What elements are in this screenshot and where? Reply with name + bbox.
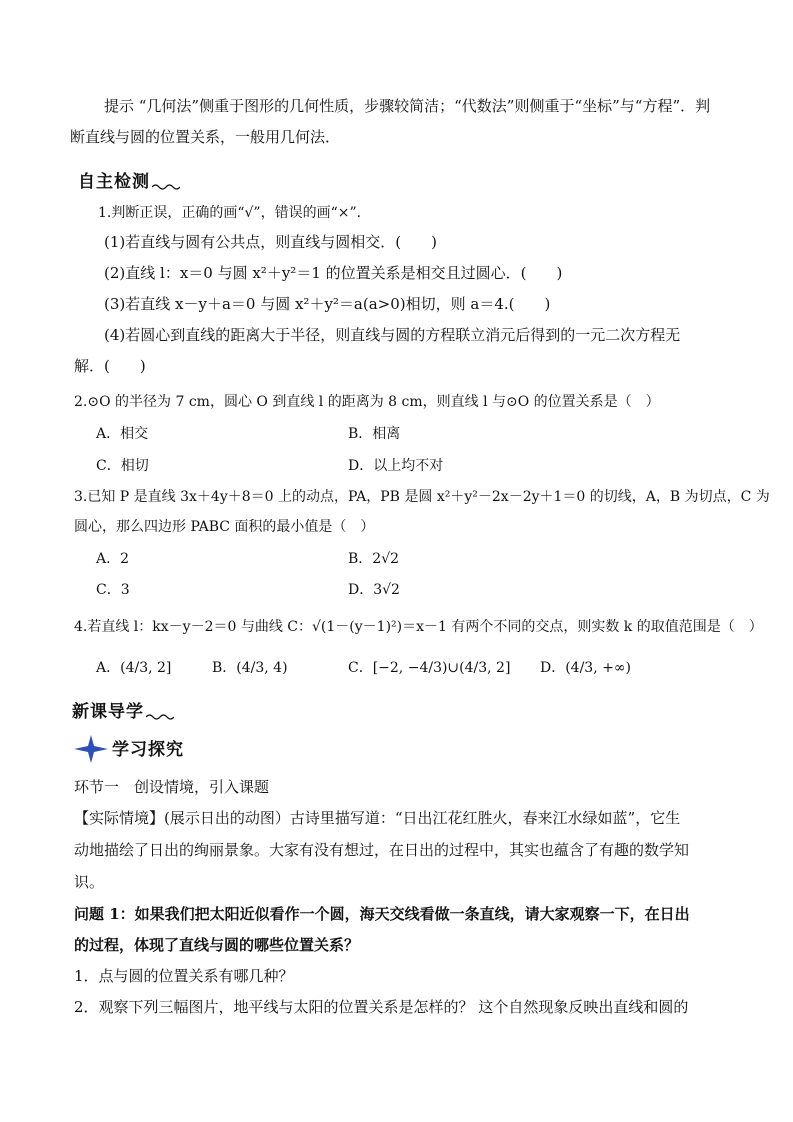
q1-stem: 1.判断正误，正确的画“√”，错误的画“×”．: [98, 205, 371, 221]
q1-statement-3: (3)若直线 x－y＋a＝0 与圆 x²＋y²＝a(a>0)相切，则 a＝4.( ): [104, 295, 551, 313]
q2-option-b: B．相离: [348, 426, 401, 442]
q3-option-b: B．2√2: [348, 551, 400, 567]
q4-option-c: C．[−2, −4/3)∪(4/3, 2]: [348, 660, 511, 676]
four-point-star-icon: [74, 735, 108, 763]
q1-statement-4b: 解．( ): [74, 357, 146, 375]
section-title-new-lesson: [72, 702, 174, 722]
section-title-study: 学习探究: [112, 740, 184, 760]
q3-option-a: A．2: [96, 551, 130, 567]
q4-option-d: D．(4/3, +∞): [540, 660, 631, 676]
q1-statement-1: (1)若直线与圆有公共点，则直线与圆相交．( ): [104, 233, 437, 251]
body-paragraph-2c: 识。: [74, 873, 105, 891]
q2-stem: 2.⊙O 的半径为 7 cm，圆心 O 到直线 l 的距离为 8 cm，则直线 l 与⊙O 的位置关系是（ ）: [74, 394, 660, 410]
body-paragraph-2b: 动地描绘了日出的绚丽景象。大家有没有想过，在日出的过程中，其实也蕴含了有趣的数学知: [74, 841, 690, 859]
question-1-line-a: 问题 1：如果我们把太阳近似看作一个圆，海天交线看做一条直线，请大家观察一下，在日出: [74, 905, 690, 923]
q3-option-c: C．3: [96, 582, 130, 598]
body-paragraph-1: 环节一 创设情境，引入课题: [74, 778, 270, 796]
q3-stem-1: 3.已知 P 是直线 3x＋4y＋8＝0 上的动点，PA，PB 是圆 x²＋y²－2x－2y＋1＝0 的切线，A，B 为切点，C 为: [74, 489, 770, 505]
section-title-text: 自主检测: [78, 172, 150, 192]
q4-stem: 4.若直线 l：kx－y－2＝0 与曲线 C：√(1－(y－1)²)＝x－1 有两个不同的交点，则实数 k 的取值范围是（ ）: [74, 619, 763, 635]
list-item-2: 2．观察下列三幅图片，地平线与太阳的位置关系是怎样的？ 这个自然现象反映出直线和圆的: [74, 998, 689, 1016]
section-title-self-check: [78, 172, 180, 192]
q2-option-d: D．以上均不对: [348, 458, 444, 474]
q1-statement-4a: (4)若圆心到直线的距离大于半径，则直线与圆的方程联立消元后得到的一元二次方程无: [104, 326, 681, 344]
question-1-line-b: 的过程，体现了直线与圆的哪些位置关系？: [74, 936, 360, 954]
hint-line-2: 断直线与圆的位置关系，一般用几何法．: [70, 128, 341, 146]
list-item-1: 1．点与圆的位置关系有哪几种？: [74, 967, 294, 985]
hint-line-1: 提示 “几何法”侧重于图形的几何性质，步骤较简洁；“代数法”则侧重于“坐标”与“方程”．判: [104, 97, 711, 115]
wave-underline-icon: [146, 713, 174, 721]
q2-option-c: C．相切: [96, 458, 149, 474]
section-title-text: 新课导学: [72, 702, 144, 722]
q4-option-a: A．(4/3, 2]: [96, 660, 172, 676]
q1-statement-2: (2)直线 l：x＝0 与圆 x²＋y²＝1 的位置关系是相交且过圆心．( ): [104, 264, 563, 282]
q3-option-d: D．3√2: [348, 582, 400, 598]
body-paragraph-2a: 【实际情境】(展示日出的动图）古诗里描写道：“日出江花红胜火，春来江水绿如蓝”，它生: [74, 809, 681, 827]
wave-underline-icon: [152, 183, 180, 191]
q3-stem-2: 圆心，那么四边形 PABC 面积的最小值是（ ）: [74, 519, 375, 535]
q2-option-a: A．相交: [96, 426, 149, 442]
q4-option-b: B．(4/3, 4): [212, 660, 288, 676]
